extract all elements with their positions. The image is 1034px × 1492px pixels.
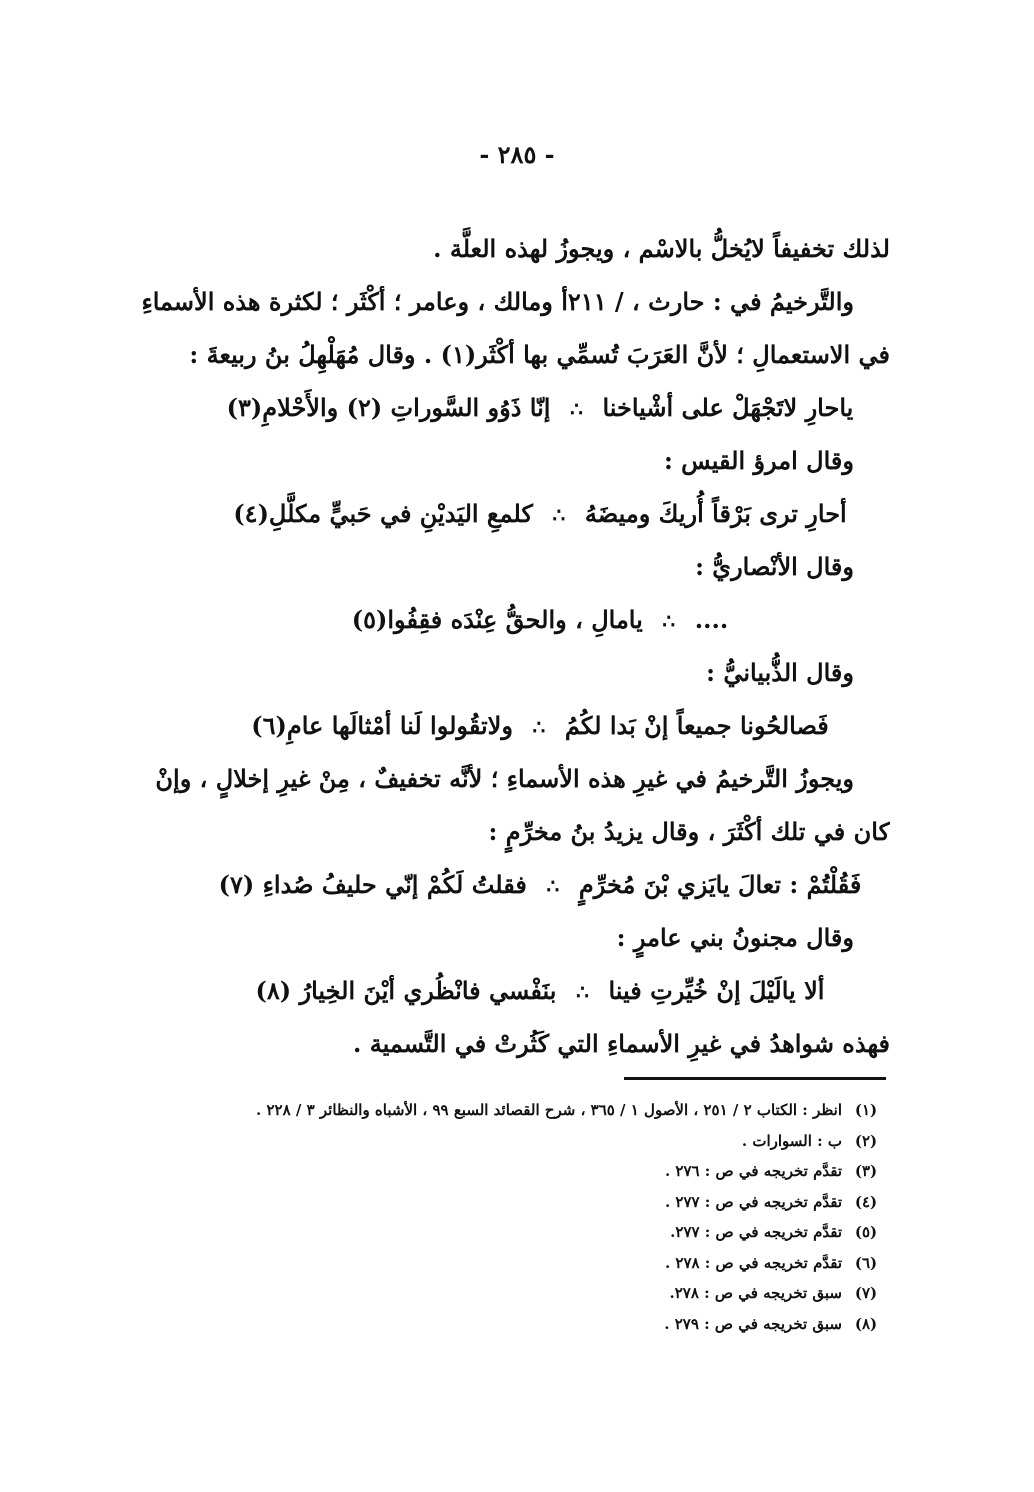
prose-line: فهذه شواهدُ في غيرِ الأسماءِ التي كَثُرتْ في التَّسمية .: [353, 1029, 890, 1058]
footnote-number: (٢): [854, 1131, 878, 1150]
poet-intro: وقال مجنونُ بني عامرٍ :: [616, 923, 854, 952]
footnote-text: تقدَّم تخريجه في ص : ٢٧٧.: [670, 1223, 842, 1241]
verse-hemistich-second: كلمعِ اليَديْنِ في حَبيٍّ مكلَّلِ(٤): [233, 499, 533, 528]
poet-intro: وقال الذُّبيانيُّ :: [706, 658, 854, 687]
footnote-text: تقدَّم تخريجه في ص : ٢٧٧ .: [664, 1192, 842, 1211]
footnote-text: سبق تخريجه في ص : ٢٧٨.: [669, 1284, 842, 1302]
footnote-number: (٤): [854, 1192, 878, 1211]
footnote-number: (٧): [854, 1284, 878, 1302]
footnote-item: [120, 1126, 890, 1157]
verse-hemistich-second: فقلتُ لَكُمْ إنّي حليفُ صُداءِ (٧): [218, 870, 527, 899]
prose-line: والتَّرخيمُ في : حارث ، / ٢١١أ ومالك ، وعامر ؛ أكْثَر ؛ لكثرة هذه الأسماءِ: [141, 287, 854, 316]
verse-separator: ∴: [532, 715, 546, 739]
verse-hemistich-first: أحارِ ترى بَرْقاً أُريكَ وميضَهُ: [584, 499, 847, 528]
verse-hemistich-first: فَقُلْتُمْ : تعالَ يايَزي بْنَ مُخرِّمٍ: [578, 870, 862, 899]
verse-hemistich-first: فَصالحُونا جميعاً إنْ بَدا لكُمُ: [564, 711, 829, 740]
prose-line: ويجوزُ التَّرخيمُ في غيرِ هذه الأسماءِ ؛ لأنَّه تخفيفٌ ، مِنْ غيرِ إخلالٍ ، وإنْ: [155, 764, 854, 793]
poet-intro: وقال امرؤ القيس :: [663, 446, 854, 475]
verse-line: [100, 381, 890, 434]
verse-hemistich-second: بنَفْسي فانْظُري أيْنَ الخِيارُ (٨): [255, 976, 557, 1005]
footnote-item: [120, 1187, 890, 1218]
verse-hemistich-first: ....: [694, 605, 729, 634]
footnote-item: [120, 1217, 890, 1248]
verse-hemistich-second: إنّا ذَوُو السَّوراتِ (٢) والأَحْلامِ(٣): [226, 393, 551, 422]
verse-separator: ∴: [570, 397, 583, 421]
footnote-text: تقدَّم تخريجه في ص : ٢٧٦ .: [664, 1162, 842, 1180]
verse-separator: ∴: [546, 874, 560, 898]
footnote-number: (٦): [854, 1253, 878, 1272]
verse-line: [100, 593, 890, 646]
footnote-item: [120, 1248, 890, 1279]
footnote-item: [120, 1156, 890, 1187]
poet-intro: وقال الأنْصاريُّ :: [695, 552, 854, 581]
page-number: - ٢٨٥ -: [479, 140, 555, 169]
verse-separator: ∴: [662, 609, 676, 633]
verse-hemistich-first: ياحارِ لاتَجْهَلْ على أشْياخنا: [602, 393, 854, 422]
verse-line: [100, 699, 890, 752]
verse-hemistich-first: ألا يالَيْلَ إنْ خُيِّرتِ فينا: [608, 976, 825, 1005]
verse-separator: ∴: [576, 980, 589, 1004]
verse-line: [100, 858, 890, 911]
footnotes: [120, 1095, 890, 1339]
footnote-number: (١): [854, 1101, 878, 1119]
main-text: [100, 222, 890, 1070]
verse-separator: ∴: [552, 503, 566, 527]
footnote-item: [120, 1278, 890, 1309]
verse-hemistich-second: يامالِ ، والحقُّ عِنْدَه فقِفُوا(٥): [351, 605, 643, 634]
footnote-number: (٨): [854, 1314, 878, 1333]
verse-line: [100, 487, 890, 540]
prose-line: كان في تلك أكْثَرَ ، وقال يزيدُ بنُ مخرِّمٍ :: [488, 817, 890, 846]
footnote-text: انظر : الكتاب ٢ / ٢٥١ ، الأصول ١ / ٣٦٥ ، شرح القصائد السبع ٩٩ ، الأشباه والنظائر ٣ / ٢٢٨ .: [256, 1101, 842, 1119]
footnote-text: ب : السوارات .: [741, 1131, 842, 1150]
prose-line: لذلك تخفيفاً لايُخلُّ بالاسْم ، ويجوزُ لهذه العلَّة .: [433, 234, 890, 263]
footnote-text: سبق تخريجه في ص : ٢٧٩ .: [664, 1314, 842, 1333]
footnote-item: [120, 1309, 890, 1340]
verse-line: [100, 964, 890, 1017]
prose-line: في الاستعمالِ ؛ لأنَّ العَرَبَ تُسمِّي بها أكْثَر(١) . وقال مُهَلْهِلُ بنُ ربيعةَ :: [189, 340, 890, 369]
footnote-divider: [624, 1077, 886, 1080]
footnote-item: [120, 1095, 890, 1126]
footnote-text: تقدَّم تخريجه في ص : ٢٧٨ .: [664, 1253, 842, 1272]
footnote-number: (٣): [854, 1162, 878, 1180]
verse-hemistich-second: ولاتقُولوا لَنا أمْثالَها عامِ(٦): [251, 711, 513, 740]
footnote-number: (٥): [854, 1223, 878, 1241]
